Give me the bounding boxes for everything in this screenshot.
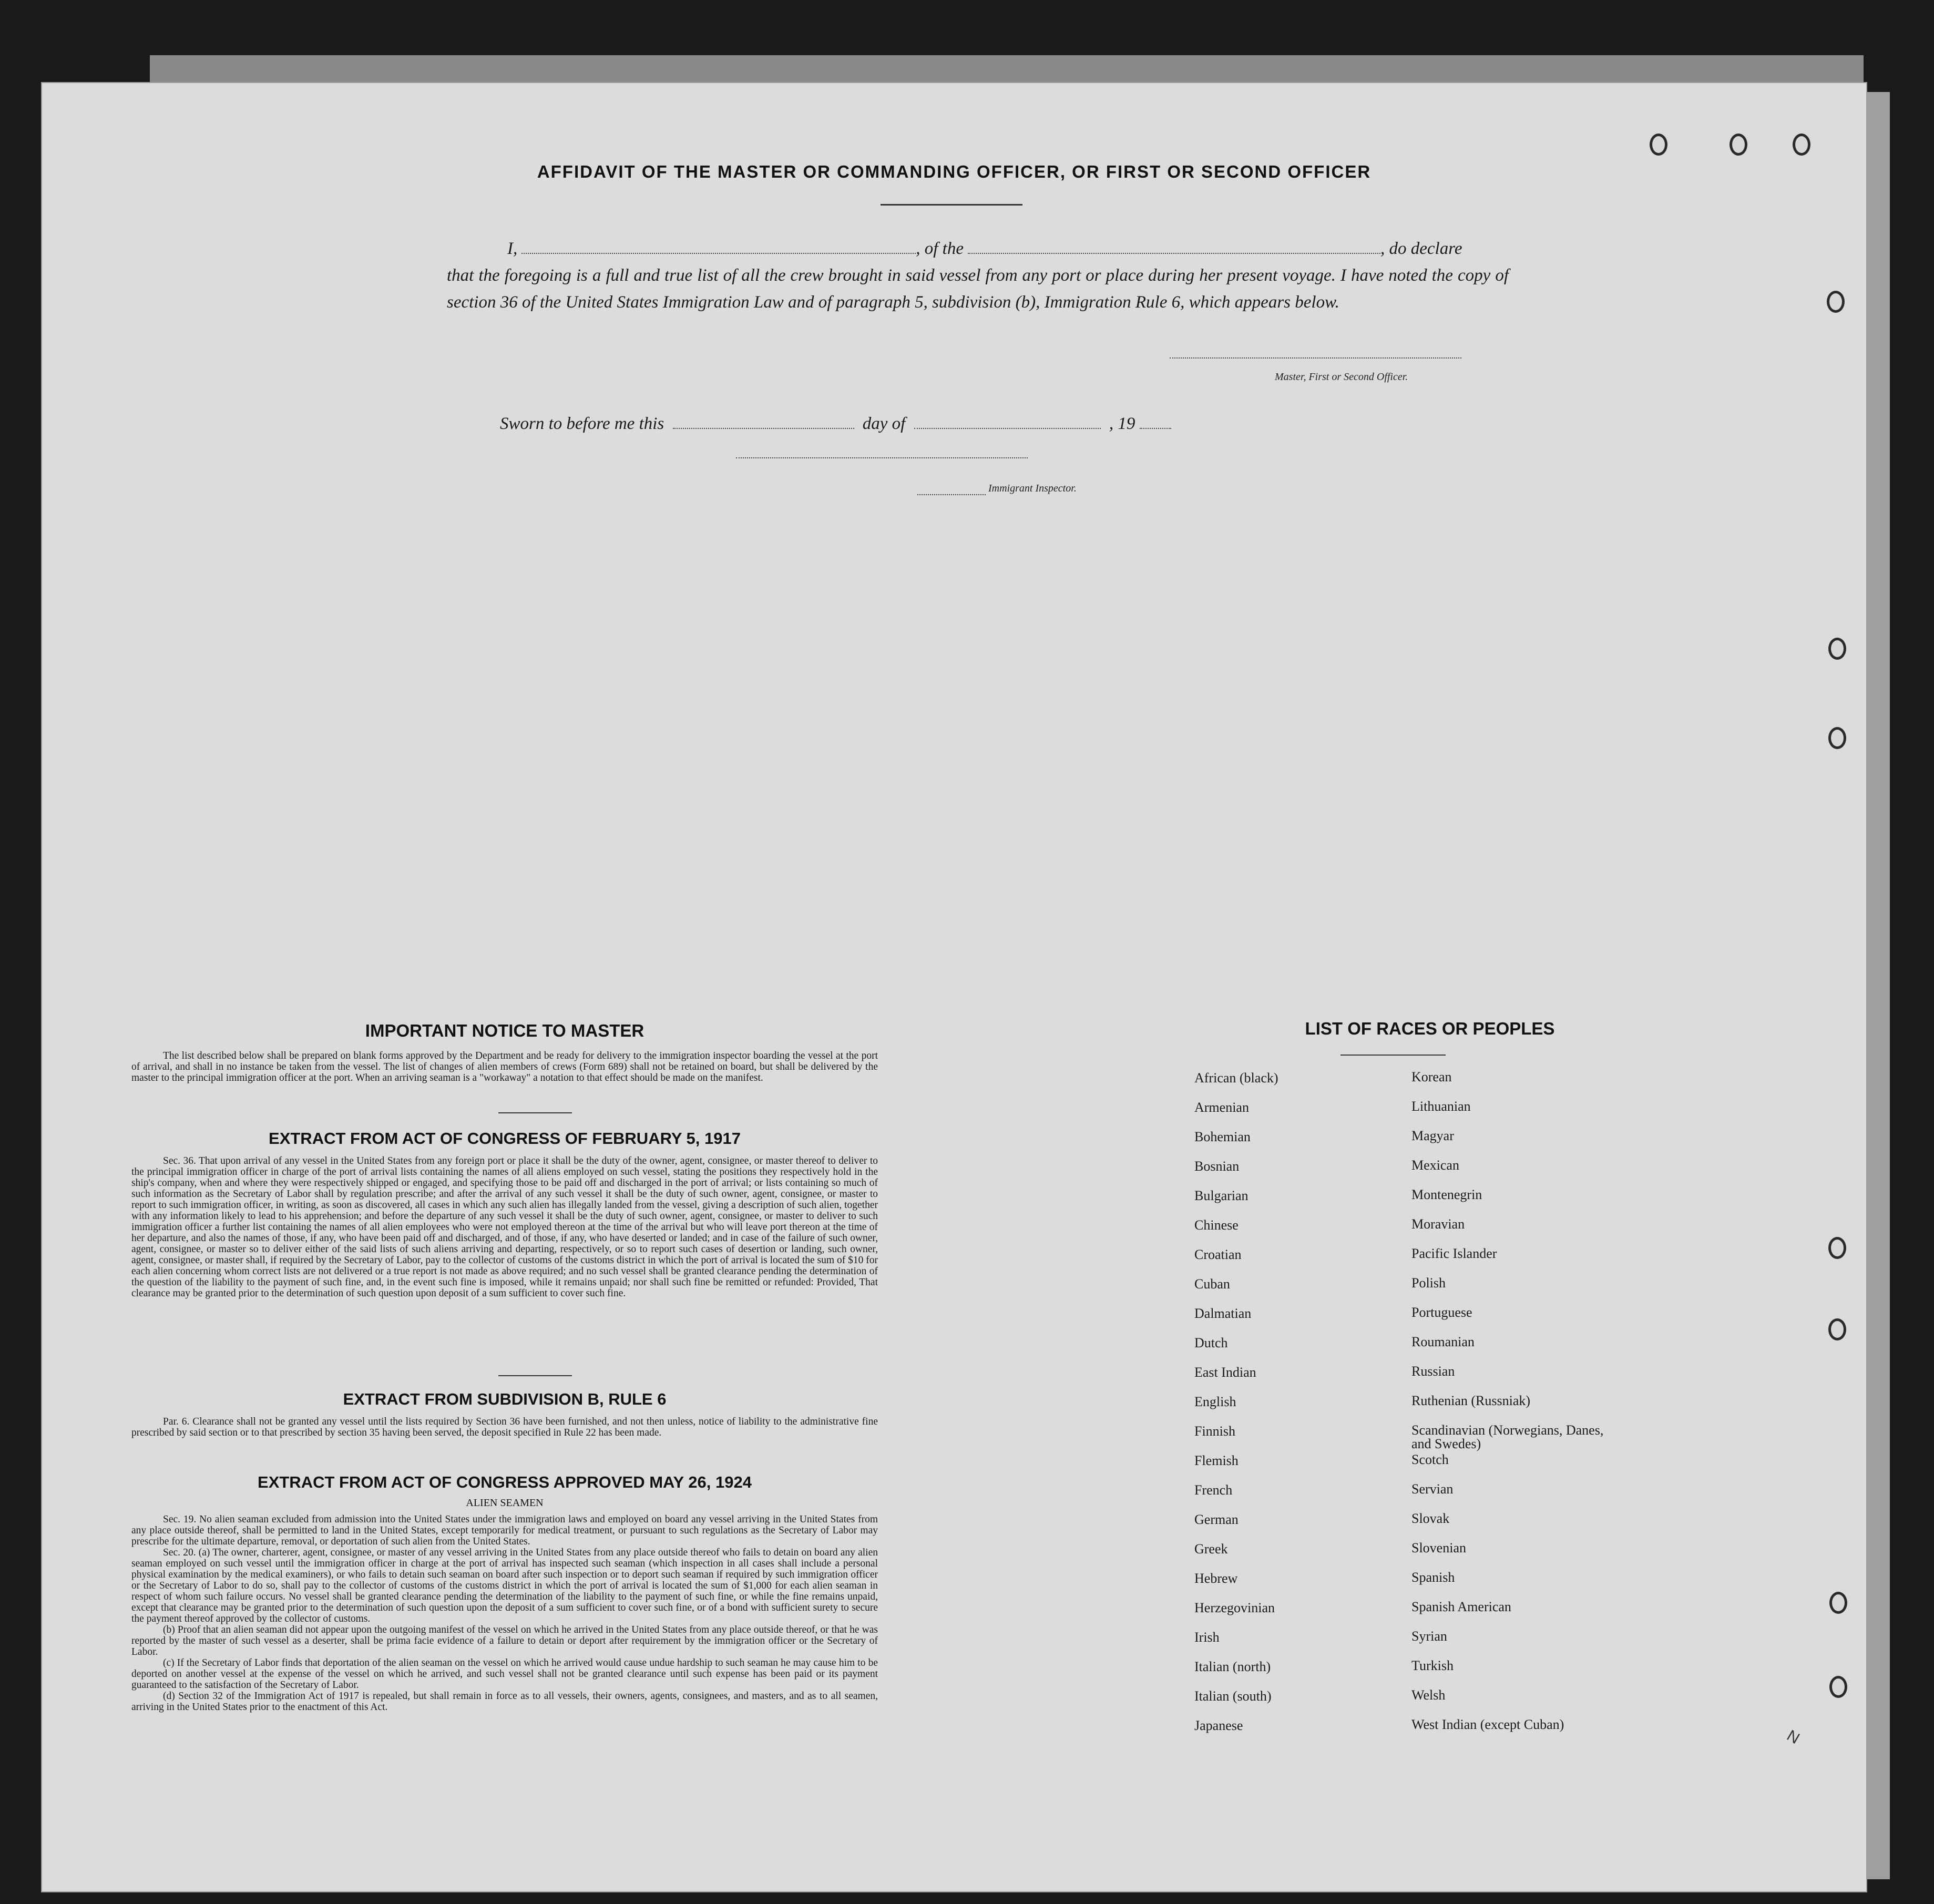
back-sheet-edge [150, 55, 1864, 87]
race-item: Greek [1194, 1541, 1228, 1557]
race-item: African (black) [1194, 1070, 1278, 1086]
sworn-line [500, 414, 1171, 434]
race-item: Herzegovinian [1194, 1600, 1275, 1615]
race-item: Dutch [1194, 1335, 1228, 1350]
race-item: Montenegrin [1411, 1187, 1482, 1202]
declaration-text: that the foregoing is a full and true list of all the crew brought in said vessel from any port or place during her present voyage. I have noted the copy of section 36 of the United States Immigration Law and of paragraph 5, subdivision (b), Immigration Rule 6, which appears below. [447, 266, 1509, 312]
race-item: Slovenian [1411, 1540, 1466, 1555]
form-page [42, 83, 1866, 1891]
vessel-field[interactable] [968, 239, 1380, 254]
handwritten-mark: N [1784, 1726, 1803, 1748]
sworn-label: Sworn to before me this [500, 414, 664, 433]
race-item: Slovak [1411, 1511, 1450, 1526]
race-item: Welsh [1411, 1687, 1446, 1703]
extract-1917-title: EXTRACT FROM ACT OF CONGRESS OF FEBRUARY 5, 1917 [269, 1129, 741, 1148]
declaration-block [447, 236, 1509, 316]
title-divider [881, 204, 1022, 206]
race-item: Croatian [1194, 1247, 1242, 1262]
inspector-signature-field[interactable] [736, 456, 1028, 458]
race-item: Moravian [1411, 1216, 1465, 1232]
race-item: Magyar [1411, 1128, 1454, 1143]
sec-20c-paragraph: (c) If the Secretary of Labor finds that deportation of the alien seaman on the vessel on which he arrived would cause undue hardship to such seaman he may cause him to be deported on another vessel at the expense of the vessel on which he arrived, and such vessel shall not be granted clearance until such expense has been paid or its payment guaranteed to the satisfaction of the Secretary of Labor. [131, 1657, 878, 1691]
race-item: Irish [1194, 1630, 1220, 1645]
race-item: Bulgarian [1194, 1188, 1249, 1203]
race-item: Korean [1411, 1069, 1452, 1084]
race-item: West Indian (except Cuban) [1411, 1717, 1564, 1732]
race-item: Spanish American [1411, 1599, 1511, 1614]
punch-hole [1829, 1676, 1847, 1698]
master-caption: Master, First or Second Officer. [1275, 371, 1408, 383]
punch-hole [1829, 1592, 1847, 1614]
sec-36-paragraph: Sec. 36. That upon arrival of any vessel in the United States from any foreign port or place it shall be the duty of the owner, agent, consignee, or master thereof to deliver to the principal immigration officer in charge of the port of arrival lists containing the names of all aliens employed on such vessel, stating the positions they respectively hold in the ship's company, when and where they were respectively shipped or engaged, and specifying those to be paid off and discharged in the port of arrival; or lists containing so much of such information as the Secretary of Labor shall by regulation prescribe; and after the arrival of any such vessel it shall be the duty of such owner, agent, consignee, or master to report to such immigration officer, in writing, as soon as discovered, all cases in which any such alien has illegally landed from the vessel, giving a description of such alien, together with any information likely to lead to his apprehension; and before the departure of any such vessel it shall be the duty of such owner, agent, consignee, or master to deliver to such immigration officer a further list containing the names of all alien employees who were not employed thereon at the time of the arrival but who will leave port thereon at the time of her departure, and also the names of those, if any, who have been paid off and discharged, and of those, if any, who have deserted or landed; and in case of the failure of such owner, agent, consignee, or master so to deliver either of the said lists of such aliens arriving and departing, respectively, or so to report such cases of desertion or landing, such owner, agent, consignee, or master shall, if required by the Secretary of Labor, pay to the collector of customs of the customs district in which the port of arrival is located the sum of $10 for each alien concerning whom correct lists are not delivered or a true report is not made as above required; and no such vessel shall be granted clearance pending the determination of the question of the liability to the payment of such fine, and, in the event such fine is imposed, while it remains unpaid; nor shall such fine be remitted or refunded: Provided, That clearance may be granted prior to the determination of such question upon deposit of a sum sufficient to cover such fine. [131, 1155, 878, 1299]
sec-20b-paragraph: (b) Proof that an alien seaman did not appear upon the outgoing manifest of the vessel on which he arrived in the United States from any place outside thereof, or that he was reported by the master of such vessel as a deserter, shall be prima facie evidence of a failure to detain or deport after requirement by the immigration officer or the Secretary of Labor. [131, 1624, 878, 1657]
notice-paragraph: The list described below shall be prepared on blank forms approved by the Department and be ready for delivery to the immigration inspector boarding the vessel at the port of arrival, and shall in no instance be taken from the vessel. The list of changes of alien members of crews (Form 689) shall not be retained on board, but shall be delivered by the master to the principal immigration officer at the port. When an arriving seaman is a "workaway" a notation to that effect should be made on the manifest. [131, 1050, 878, 1083]
sec-20a-paragraph: Sec. 20. (a) The owner, charterer, agent, consignee, or master of any vessel arriving in the United States from any place outside thereof who fails to detain on board any alien seaman employed on such vessel until the immigration officer in charge at the port of arrival has inspected such seaman (which inspection in all cases shall include a personal physical examination by the medical examiners), or who fails to detain such seaman on board after such inspection or to deport such seaman if required by such immigration officer or the Secretary of Labor to do so, shall pay to the collector of customs of the customs district in which the port of arrival is located the sum of $1,000 for each alien seaman in respect of whom such failure occurs. No vessel shall be granted clearance pending the determination of the liability to the payment of such fine, or while the fine remains unpaid, except that clearance may be granted prior to the determination of such question upon the deposit of a sum sufficient to cover such fine, or of a bond with sufficient surety to secure the payment thereof approved by the collector of customs. [131, 1547, 878, 1624]
race-item: Polish [1411, 1275, 1446, 1291]
race-item: Flemish [1194, 1453, 1239, 1468]
race-item: Turkish [1411, 1658, 1454, 1673]
race-item: Finnish [1194, 1424, 1236, 1439]
race-item: Chinese [1194, 1217, 1239, 1233]
race-item: Scandinavian (Norwegians, Danes, and Swedes) [1411, 1422, 1604, 1451]
race-item: German [1194, 1512, 1239, 1527]
race-item: Italian (north) [1194, 1659, 1271, 1674]
race-item: Portuguese [1411, 1305, 1472, 1320]
inspector-prefix-field[interactable] [917, 484, 986, 495]
race-item: Spanish [1411, 1570, 1455, 1585]
race-item: Pacific Islander [1411, 1246, 1497, 1261]
race-item: Dalmatian [1194, 1306, 1252, 1321]
race-item: Scotch [1411, 1452, 1449, 1467]
punch-hole [1827, 291, 1845, 313]
race-item: Bohemian [1194, 1129, 1251, 1144]
extract-rule6-title: EXTRACT FROM SUBDIVISION B, RULE 6 [343, 1390, 667, 1408]
i-label: I, [507, 239, 518, 258]
master-signature-field[interactable] [1170, 356, 1461, 359]
alien-seamen-subtitle: ALIEN SEAMEN [466, 1497, 544, 1509]
punch-hole [1828, 727, 1846, 749]
punch-hole [1793, 134, 1810, 156]
races-list-2 [1411, 1070, 1622, 1747]
race-item: Japanese [1194, 1718, 1243, 1733]
name-field[interactable] [521, 239, 916, 254]
notice-divider [498, 1112, 572, 1113]
extract-rule6-text [131, 1416, 878, 1438]
race-item: Roumanian [1411, 1334, 1475, 1349]
punch-hole [1828, 1237, 1846, 1259]
do-declare-label: , do declare [1380, 239, 1462, 258]
extract-1924-text [131, 1514, 878, 1713]
race-item: Mexican [1411, 1158, 1459, 1173]
inspector-caption: Immigrant Inspector. [988, 483, 1077, 494]
races-column-1 [1194, 1071, 1384, 1748]
year-label: , 19 [1109, 414, 1135, 433]
race-item: Lithuanian [1411, 1099, 1471, 1114]
race-item: Bosnian [1194, 1159, 1240, 1174]
sworn-day-field[interactable] [673, 414, 854, 429]
extract-1917-divider [498, 1375, 572, 1376]
race-item: East Indian [1194, 1365, 1256, 1380]
extract-1917-text [131, 1155, 878, 1299]
notice-text [131, 1050, 878, 1083]
punch-hole [1828, 1318, 1846, 1340]
race-item: English [1194, 1394, 1236, 1409]
race-item: Russian [1411, 1364, 1455, 1379]
race-item: Italian (south) [1194, 1688, 1272, 1704]
sec-20d-paragraph: (d) Section 32 of the Immigration Act of 1917 is repealed, but shall remain in force as to all vessels, their owners, agents, consignees, and masters, and as to all seamen, arriving in the United States prior to the enactment of this Act. [131, 1691, 878, 1713]
race-item: Ruthenian (Russniak) [1411, 1393, 1531, 1408]
punch-hole [1828, 638, 1846, 660]
race-item: Syrian [1411, 1629, 1447, 1644]
races-title: LIST OF RACES OR PEOPLES [1305, 1019, 1555, 1038]
day-of-label: day of [862, 414, 906, 433]
notice-title: IMPORTANT NOTICE TO MASTER [365, 1021, 644, 1040]
of-the-label: , of the [916, 239, 964, 258]
race-item: Cuban [1194, 1276, 1230, 1292]
sworn-month-field[interactable] [914, 414, 1101, 429]
races-column-2 [1411, 1070, 1622, 1747]
sec-19-paragraph: Sec. 19. No alien seaman excluded from admission into the United States under the immigration laws and employed on board any vessel arriving in the United States from any place outside thereof, shall be permitted to land in the United States, except temporarily for medical treatment, or pursuant to such regulations as the Secretary of Labor may prescribe for the ultimate departure, removal, or deportation of such alien from the United States. [131, 1514, 878, 1547]
par-6-paragraph: Par. 6. Clearance shall not be granted any vessel until the lists required by Section 36 have been furnished, and not then unless, notice of liability to the administrative fine prescribed by said section or to that prescribed by section 35 having been served, the deposit specified in Rule 22 has been made. [131, 1416, 878, 1438]
race-item: Armenian [1194, 1100, 1249, 1115]
extract-1924-title: EXTRACT FROM ACT OF CONGRESS APPROVED MAY 26, 1924 [258, 1473, 752, 1491]
sworn-year-field[interactable] [1140, 414, 1171, 429]
punch-hole [1730, 134, 1747, 156]
race-item: French [1194, 1482, 1233, 1498]
race-item: Servian [1411, 1481, 1454, 1497]
races-list-1 [1194, 1071, 1384, 1748]
races-divider [1341, 1055, 1446, 1056]
punch-hole [1650, 134, 1667, 156]
race-item: Hebrew [1194, 1571, 1238, 1586]
declaration-line [447, 236, 1509, 262]
affidavit-title: AFFIDAVIT OF THE MASTER OR COMMANDING OFFICER, OR FIRST OR SECOND OFFICER [537, 162, 1372, 181]
right-sheet-edge [1866, 92, 1890, 1879]
